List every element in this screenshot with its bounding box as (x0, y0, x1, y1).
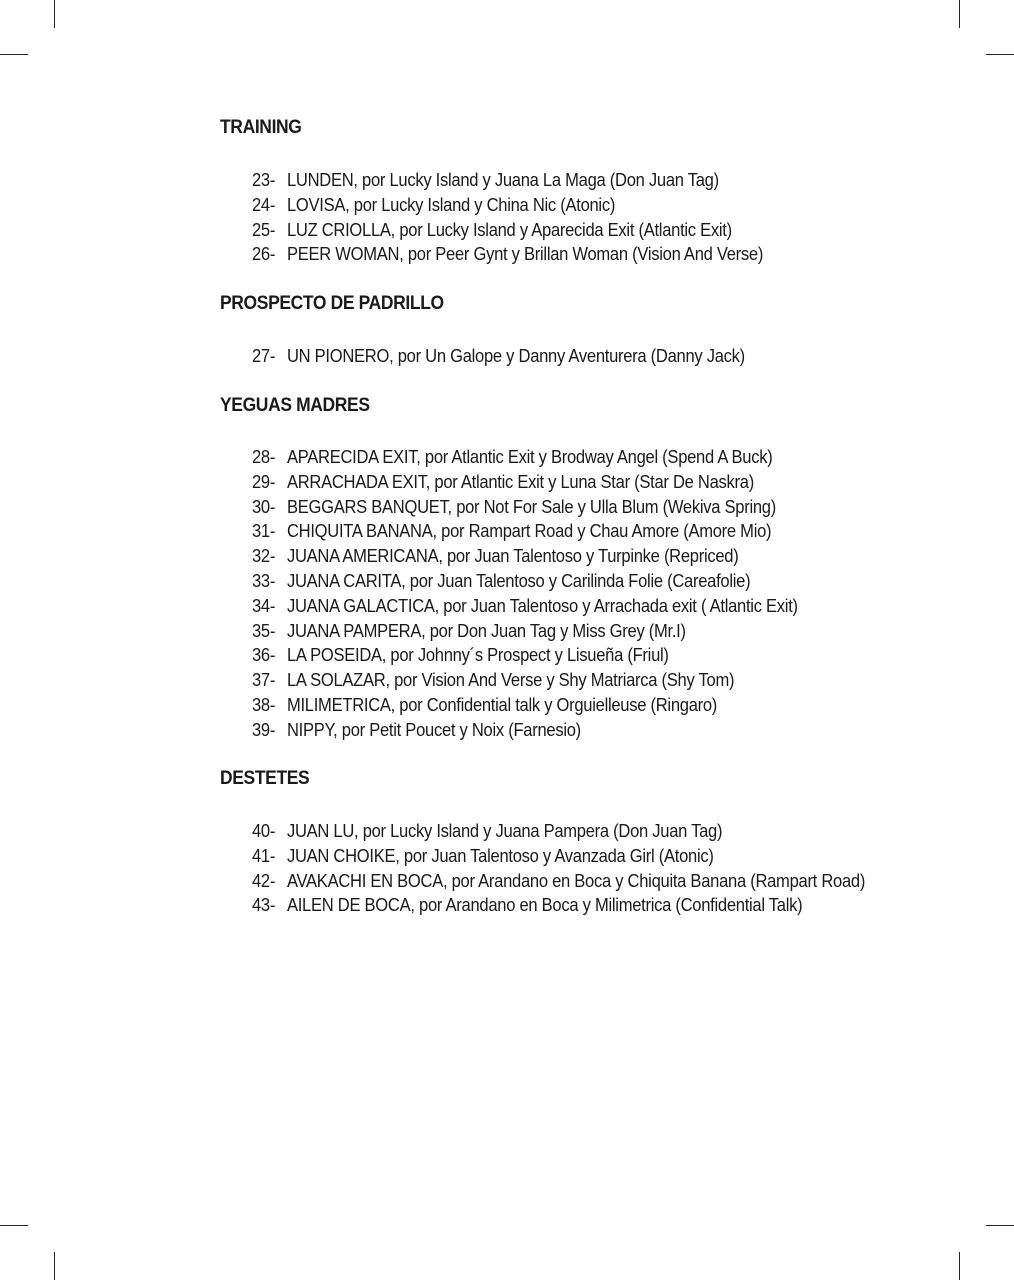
entry-number: 24- (252, 194, 276, 215)
entry-text: AILEN DE BOCA, por Arandano en Boca y Milimetrica (Confidential Talk) (286, 895, 803, 916)
entry-number: 36- (252, 645, 276, 666)
entry-text: ARRACHADA EXIT, por Atlantic Exit y Luna Star (Star De Naskra) (286, 471, 754, 492)
list-item (252, 693, 798, 718)
entry-number: 33- (252, 570, 276, 591)
list-item (252, 344, 745, 369)
section-list-training (252, 168, 808, 267)
entry-text: JUAN CHOIKE, por Juan Talentoso y Avanzada Girl (Atonic) (286, 845, 714, 866)
entry-text: LUNDEN, por Lucky Island y Juana La Maga (Don Juan Tag) (286, 170, 719, 190)
entry-text: APARECIDA EXIT, por Atlantic Exit y Brodway Angel (Spend A Buck) (286, 447, 773, 467)
entry-text: JUAN LU, por Lucky Island y Juana Pampera (Don Juan Tag) (286, 821, 723, 841)
section-list-prospecto-de-padrillo (252, 344, 788, 369)
entry-text: LUZ CRIOLLA, por Lucky Island y Aparecida Exit (Atlantic Exit) (286, 219, 732, 240)
list-item (252, 643, 798, 668)
section-heading-yeguas-madres: YEGUAS MADRES (220, 395, 370, 416)
section-heading-training: TRAINING (220, 117, 302, 138)
entry-number: 43- (252, 895, 276, 916)
entry-number: 28- (252, 447, 276, 467)
entry-text: LA SOLAZAR, por Vision And Verse y Shy Matriarca (Shy Tom) (286, 670, 735, 691)
list-item (252, 519, 798, 544)
entry-text: UN PIONERO, por Un Galope y Danny Aventurera (Danny Jack) (286, 346, 745, 366)
list-item (252, 495, 798, 520)
list-item (252, 893, 865, 918)
crop-mark-bottom-left-horizontal (0, 1225, 28, 1226)
crop-mark-top-right-vertical (959, 0, 960, 28)
entry-number: 30- (252, 496, 276, 517)
list-item (252, 844, 865, 869)
section-heading-prospecto-de-padrillo: PROSPECTO DE PADRILLO (220, 293, 444, 314)
list-item (252, 569, 798, 594)
entry-number: 42- (252, 870, 276, 891)
entry-text: PEER WOMAN, por Peer Gynt y Brillan Woman (Vision And Verse) (286, 244, 764, 265)
crop-mark-top-right-horizontal (986, 54, 1014, 55)
crop-mark-bottom-right-horizontal (986, 1225, 1014, 1226)
entry-text: MILIMETRICA, por Confidential talk y Orguielleuse (Ringaro) (286, 694, 718, 715)
entry-number: 25- (252, 219, 276, 240)
entry-text: JUANA GALACTICA, por Juan Talentoso y Arrachada exit ( Atlantic Exit) (286, 595, 798, 616)
entry-number: 32- (252, 546, 276, 567)
list-item (252, 544, 798, 569)
list-item (252, 594, 798, 619)
entry-text: NIPPY, por Petit Poucet y Noix (Farnesio) (286, 719, 581, 740)
list-item (252, 168, 763, 193)
list-item (252, 218, 763, 243)
list-item (252, 445, 798, 470)
section-list-yeguas-madres (252, 445, 845, 743)
entry-text: LOVISA, por Lucky Island y China Nic (Atonic) (286, 194, 616, 215)
list-item (252, 718, 798, 743)
entry-number: 37- (252, 670, 276, 691)
entry-number: 23- (252, 170, 276, 190)
entry-text: AVAKACHI EN BOCA, por Arandano en Boca y Chiquita Banana (Rampart Road) (286, 870, 866, 891)
list-item (252, 819, 865, 844)
entry-number: 38- (252, 694, 276, 715)
list-item (252, 668, 798, 693)
list-item (252, 193, 763, 218)
entry-text: JUANA PAMPERA, por Don Juan Tag y Miss Grey (Mr.I) (286, 620, 686, 641)
entry-number: 39- (252, 719, 276, 740)
entry-number: 26- (252, 244, 276, 265)
list-item (252, 869, 865, 894)
entry-text: JUANA AMERICANA, por Juan Talentoso y Turpinke (Repriced) (286, 546, 739, 567)
list-item (252, 470, 798, 495)
entry-number: 31- (252, 521, 276, 542)
crop-mark-top-left-horizontal (0, 54, 28, 55)
entry-number: 35- (252, 620, 276, 641)
entry-text: LA POSEIDA, por Johnny´s Prospect y Lisueña (Friul) (286, 645, 669, 666)
crop-mark-bottom-right-vertical (959, 1252, 960, 1280)
section-list-destetes (252, 819, 918, 918)
entry-text: CHIQUITA BANANA, por Rampart Road y Chau Amore (Amore Mio) (286, 521, 772, 542)
crop-mark-bottom-left-vertical (54, 1252, 55, 1280)
entry-text: JUANA CARITA, por Juan Talentoso y Carilinda Folie (Careafolie) (286, 570, 751, 591)
entry-number: 27- (252, 346, 276, 366)
list-item (252, 619, 798, 644)
entry-number: 34- (252, 595, 276, 616)
list-item (252, 242, 763, 267)
section-heading-destetes: DESTETES (220, 768, 310, 789)
entry-number: 41- (252, 845, 276, 866)
entry-text: BEGGARS BANQUET, por Not For Sale y Ulla Blum (Wekiva Spring) (286, 496, 776, 517)
crop-mark-top-left-vertical (54, 0, 55, 28)
entry-number: 40- (252, 821, 276, 841)
entry-number: 29- (252, 471, 276, 492)
